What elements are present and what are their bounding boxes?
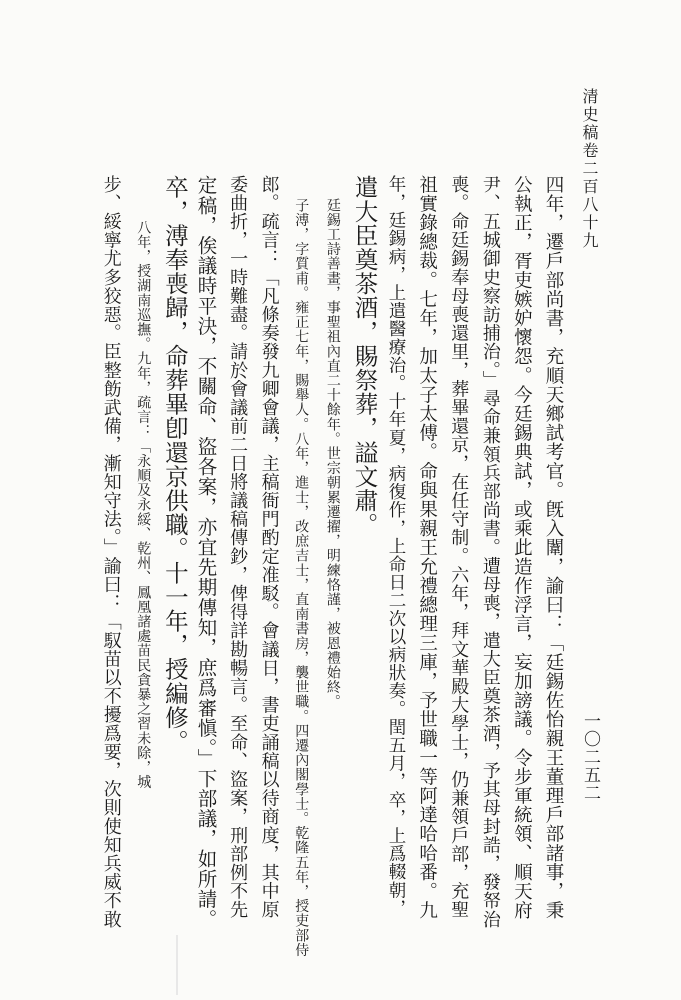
text-column: 四年，遷戶部尚書，充順天鄉試考官。旣入闈，諭曰：「廷錫佐怡親王董理戶部諸事，秉 [543,175,564,920]
scan-mark [176,935,178,995]
text-column: 公執正，胥吏嫉妒懷怨。今廷錫典試，或乘此造作浮言，妄加謗議。令步軍統領、順天府 [511,175,533,920]
running-title: 清史稿卷二百八十九 [580,88,599,250]
page-number: 一〇二五二 [580,712,600,802]
text-column: 子溥，字質甫。雍正七年，賜舉人。八年，進士，改庶吉士，直南書房，襲世職。四遷內閣學士。乾隆五年，授吏部侍 [293,198,310,958]
text-column: 年，廷錫病，上遣醫療治。十年夏，病復作，上命日二次以病狀奏。閏五月，卒，上爲輟朝， [386,175,407,918]
text-column: 定稿，俟議時平決，不關命、盜各案，亦宜先期傳知，庶爲審愼。」下部議，如所請。 [194,175,218,930]
text-column: 廷錫工詩善畫，事聖祖內直二十餘年。世宗朝累遷擢，明練恪謹，被恩禮始終。 [324,198,341,709]
main-text [95,175,569,958]
text-column: 尹、五城御史察訪捕治。」尋命兼領兵部尚書。遭母喪，遣大臣奠茶酒，予其母封誥，發帑治 [479,175,501,929]
text-column: 喪。命廷錫奉母喪還里，葬畢還京，在任守制。六年，拜文華殿大學士，仍兼領戶部，充聖 [448,175,470,919]
text-column: 步、綏寧尤多狡惡。臣整飭武備，漸知守法。」諭曰：「馭苗以不擾爲要，次則使知兵威不敢 [100,175,122,929]
text-column: 遣大臣奠茶酒，賜祭葬，謚文肅。 [350,175,379,537]
text-column: 委曲折，一時難盡。請於會議前二日將議稿傳鈔，俾得詳勘暢言。至命、盜案，刑部例不先 [227,175,249,919]
text-column: 八年，授湖南巡撫。九年，疏言：「永順及永綏、乾州、鳳凰諸處苗民貪暴之習未除，城 [135,220,152,790]
text-column: 卒，溥奉喪歸，命葬畢卽還京供職。十一年，授編修。 [160,175,189,754]
text-column: 郎。疏言：「凡條奏發九卿會議，主稿衙門酌定准駁。會議日，書吏誦稿以待商度，其中原 [258,175,280,919]
text-column: 祖實錄總裁。七年，加太子太傅。命與果親王允禮總理三庫，予世職一等阿達哈哈番。九 [416,175,438,920]
